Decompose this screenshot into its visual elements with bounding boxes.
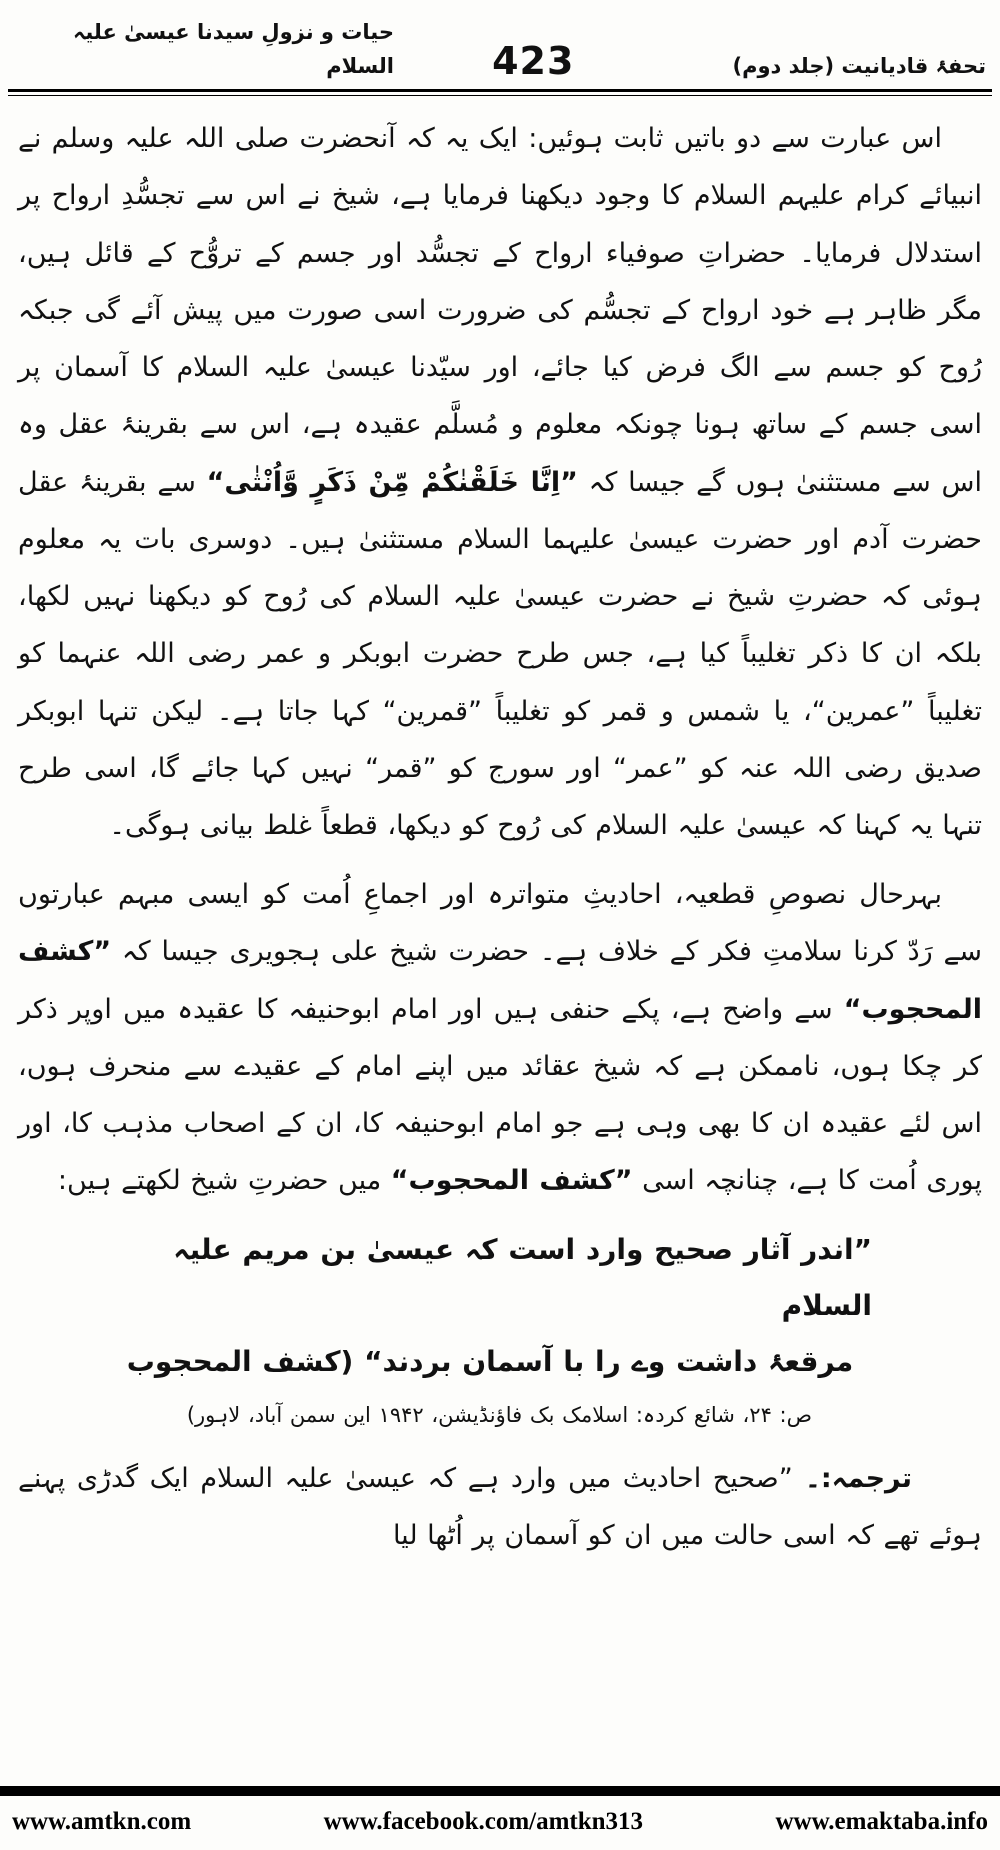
paragraph-text: اس عبارت سے دو باتیں ثابت ہوئیں: ایک یہ کہ آنحضرت صلی اللہ علیہ وسلم نے انبیائے کرام علیہم السلام کا وجود دیکھنا فرمایا ہے، شیخ نے اس سے تجسُّدِ ارواح پر استدلال فرمایا۔ حضراتِ صوفیاء ارواح کے تجسُّد اور جسم کے تروُّح کے قائل ہیں، مگر ظاہر ہے خود ارواح کے تجسُّم کی ضرورت اسی صورت میں پیش آئے گی جبکہ رُوح کو جسم سے الگ فرض کیا جائے، اور سیّدنا عیسیٰ علیہ السلام کا آسمان پر اسی جسم کے ساتھ ہونا چونکہ معلوم و مُسلَّم عقیدہ ہے، اس سے بقرینۂ عقل وہ اس سے مستثنیٰ ہوں گے جیسا کہ — [18, 123, 983, 498]
paragraph-text: بہرحال نصوصِ قطعیہ، احادیثِ متواترہ اور اجماعِ اُمت کو ایسی مبہم عبارتوں سے رَدّ کرنا سلامتِ فکر کے خلاف ہے۔ حضرت شیخ علی ہجویری جیسا کہ — [18, 879, 982, 968]
website-link-amtkn[interactable]: www.amtkn.com — [12, 1808, 192, 1835]
page-body — [0, 96, 1000, 1786]
website-link-facebook[interactable]: www.facebook.com/amtkn313 — [323, 1808, 644, 1835]
translation-paragraph — [18, 1450, 982, 1564]
footer-bar — [0, 1786, 1000, 1796]
website-link-emaktaba[interactable]: www.emaktaba.info — [775, 1808, 988, 1835]
page-number: 423 — [492, 39, 575, 84]
persian-quote-line-1: ”اندر آثار صحیح وارد است کہ عیسیٰ بن مریم علیہ السلام — [173, 1232, 872, 1322]
translation-label: ترجمہ:۔ — [792, 1462, 912, 1494]
paragraph-text: میں حضرتِ شیخ لکھتے ہیں: — [57, 1165, 391, 1197]
page-footer — [0, 1786, 1000, 1850]
reference-line: ص: ۲۴، شائع کردہ: اسلامک بک فاؤنڈیشن، ۱۹۴۲ این سمن آباد، لاہور) — [186, 1402, 812, 1427]
persian-quote — [108, 1222, 872, 1390]
translation-text: ”صحیح احادیث میں وارد ہے کہ عیسیٰ علیہ السلام ایک گدڑی پہنے ہوئے تھے کہ اسی حالت میں ان کو آسمان پر اُٹھا لیا — [18, 1462, 982, 1551]
page-header — [0, 0, 1000, 89]
paragraph-text: سے واضح ہے، پکے حنفی ہیں اور امام ابوحنیفہ کا عقیدہ میں اوپر ذکر کر چکا ہوں، ناممکن ہے کہ شیخ عقائد میں اپنے امام کے عقیدے سے منحرف ہوں، اس لئے عقیدہ ان کا بھی وہی ہے جو امام ابوحنیفہ کا، ان کے اصحاب مذہب کا، اور پوری اُمت کا ہے، چنانچہ اسی — [18, 993, 982, 1197]
footer-links — [0, 1796, 1000, 1850]
quran-verse: ”اِنَّا خَلَقْنٰكُمْ مِّنْ ذَكَرٍ وَّاُنْثٰى“ — [206, 466, 578, 498]
book-name-kashf-ul-mahjub: ”کشف المحجوب“ — [390, 1165, 633, 1197]
chapter-title: حیات و نزولِ سیدنا عیسیٰ علیہ السلام — [73, 20, 394, 78]
book-name-kashf-ul-mahjub: ”کشف المحجوب“ — [18, 936, 982, 1025]
book-title: تحفۂ قادیانیت (جلد دوم) — [732, 53, 986, 78]
paragraph-text: سے بقرینۂ عقل حضرت آدم اور حضرت عیسیٰ علیہما السلام مستثنیٰ ہیں۔ دوسری بات یہ معلوم ہوئی کہ حضرتِ شیخ نے حضرت عیسیٰ علیہ السلام کی رُوح کو دیکھنا نہیں لکھا، بلکہ ان کا ذکر تغلیباً کیا ہے، جس طرح حضرت ابوبکر و عمر رضی اللہ عنہما کو تغلیباً ”عمرین“، یا شمس و قمر کو تغلیباً ”قمرین“ کہا جاتا ہے۔ لیکن تنہا ابوبکر صدیق رضی اللہ عنہ کو ”عمر“ اور سورج کو ”قمر“ نہیں کہا جائے گا، اسی طرح تنہا یہ کہنا کہ عیسیٰ علیہ السلام کی رُوح کو دیکھا، قطعاً غلط بیانی ہوگی۔ — [18, 466, 982, 841]
body-paragraph-2 — [18, 866, 982, 1209]
body-paragraph-1 — [18, 110, 982, 854]
header-divider — [8, 89, 992, 96]
persian-quote-line-2: مرقعۂ داشت وے را با آسمان بردند“ (کشف المحجوب — [126, 1344, 854, 1378]
